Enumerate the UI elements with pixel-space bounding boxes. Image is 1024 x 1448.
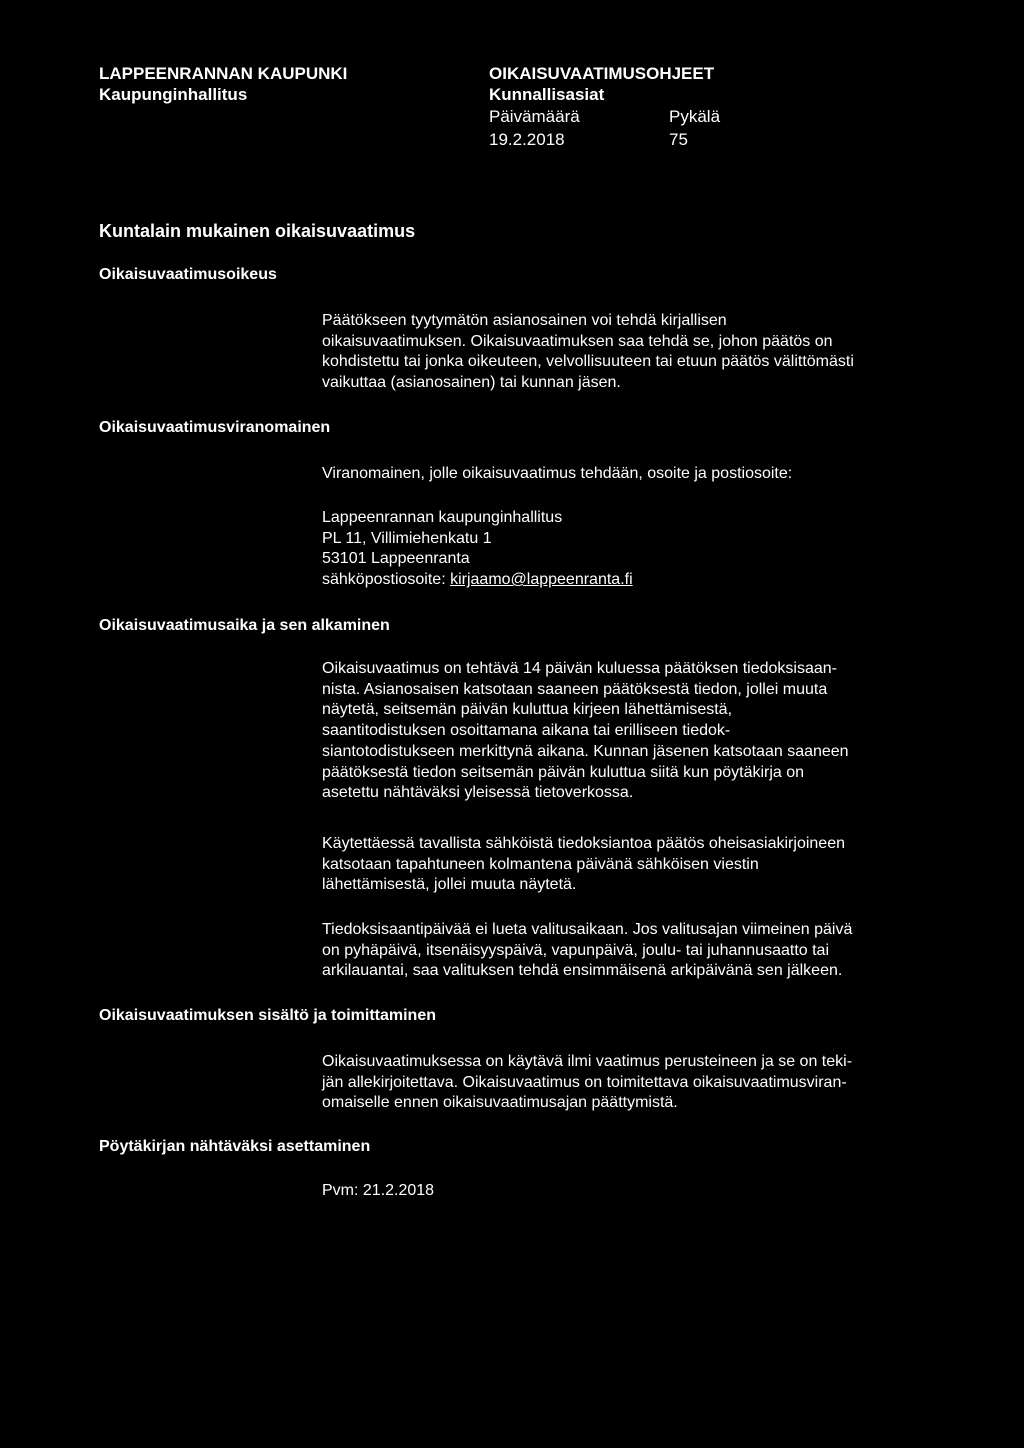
document-title: Kuntalain mukainen oikaisuvaatimus [99,221,416,241]
section-label: Pykälä [669,107,721,126]
doc-category: Kunnallisasiat [489,85,605,104]
authority-intro: Viranomainen, jolle oikaisuvaatimus tehdään, osoite ja postiosoite: [322,465,793,482]
heading-appeal-content: Oikaisuvaatimuksen sisältö ja toimittaminen [99,1007,436,1024]
text-line: katsotaan tapahtuneen kolmantena päivänä sähköisen viestin [322,855,759,873]
text-line: oikaisuvaatimuksen. Oikaisuvaatimuksen saa tehdä se, johon päätös on [322,332,833,350]
text-line: Oikaisuvaatimuksessa on käytävä ilmi vaatimus perusteineen ja se on teki- [322,1053,853,1070]
text-line: siantotodistukseen merkittynä aikana. Kunnan jäsenen katsotaan saaneen [322,742,849,760]
paragraph-right-to-appeal [322,311,854,394]
text-line: on pyhäpäivä, itsenäisyyspäivä, vapunpäivä, joulu- tai juhannusaatto tai [322,941,829,959]
paragraph-appeal-time-2 [322,834,845,896]
text-line: Tiedoksisaantipäivää ei lueta valitusaikaan. Jos valitusajan viimeinen päivä [322,921,853,938]
address-line: PL 11, Villimiehenkatu 1 [322,529,492,547]
text-line: näytetä, seitsemän päivän kuluttua kirjeen lähettämisestä, [322,701,733,719]
text-line: päätöksestä tiedon seitsemän päivän kuluttua siitä kun pöytäkirja on [322,763,805,781]
heading-right-to-appeal: Oikaisuvaatimusoikeus [99,266,277,283]
heading-minutes-posting: Pöytäkirjan nähtäväksi asettaminen [99,1138,371,1155]
text-line: jän allekirjoitettava. Oikaisuvaatimus on toimitettava oikaisuvaatimusviran- [322,1073,847,1091]
text-line: asetettu nähtäväksi yleisessä tietoverkossa. [322,784,634,802]
org-name: LAPPEENRANNAN KAUPUNKI [99,64,348,83]
text-line: saantitodistuksen osoittamana aikana tai erilliseen tiedok- [322,722,731,740]
email-label: sähköpostiosoite: [322,571,451,589]
paragraph-appeal-time-1 [322,659,849,804]
date-label: Päivämäärä [489,107,580,126]
text-line: Oikaisuvaatimus on tehtävä 14 päivän kuluessa päätöksen tiedoksisaan- [322,660,837,677]
org-body: Kaupunginhallitus [99,85,248,104]
email-line [322,570,633,591]
paragraph-appeal-content [322,1052,852,1114]
address-line: 53101 Lappeenranta [322,550,470,568]
email-link[interactable]: kirjaamo@lappeenranta.fi [450,571,633,589]
text-line: nista. Asianosaisen katsotaan saaneen päätöksestä tiedon, jollei muuta [322,680,828,698]
doc-type: OIKAISUVAATIMUSOHJEET [489,64,715,83]
heading-appeal-time: Oikaisuvaatimusaika ja sen alkaminen [99,617,390,634]
text-line: lähettämisestä, jollei muuta näytetä. [322,876,577,894]
posting-date: Pvm: 21.2.2018 [322,1182,435,1199]
text-line: vaikuttaa (asianosainen) tai kunnan jäsen. [322,374,621,392]
text-line: omaiselle ennen oikaisuvaatimusajan päättymistä. [322,1094,678,1112]
text-line: arkilauantai, saa valituksen tehdä ensimmäisenä arkipäivänä sen jälkeen. [322,962,843,980]
paragraph-appeal-time-3 [322,920,852,982]
authority-address [322,508,633,591]
text-line: kohdistettu tai jonka oikeuteen, velvollisuuteen tai etuun päätös välittömästi [322,353,854,371]
heading-authority: Oikaisuvaatimusviranomainen [99,419,331,436]
section-value: 75 [669,130,688,149]
text-line: Käytettäessä tavallista sähköistä tiedoksiantoa päätös oheisasiakirjoineen [322,835,845,852]
text-line: Päätökseen tyytymätön asianosainen voi tehdä kirjallisen [322,312,727,329]
address-line: Lappeenrannan kaupunginhallitus [322,509,563,526]
date-value: 19.2.2018 [489,130,565,149]
